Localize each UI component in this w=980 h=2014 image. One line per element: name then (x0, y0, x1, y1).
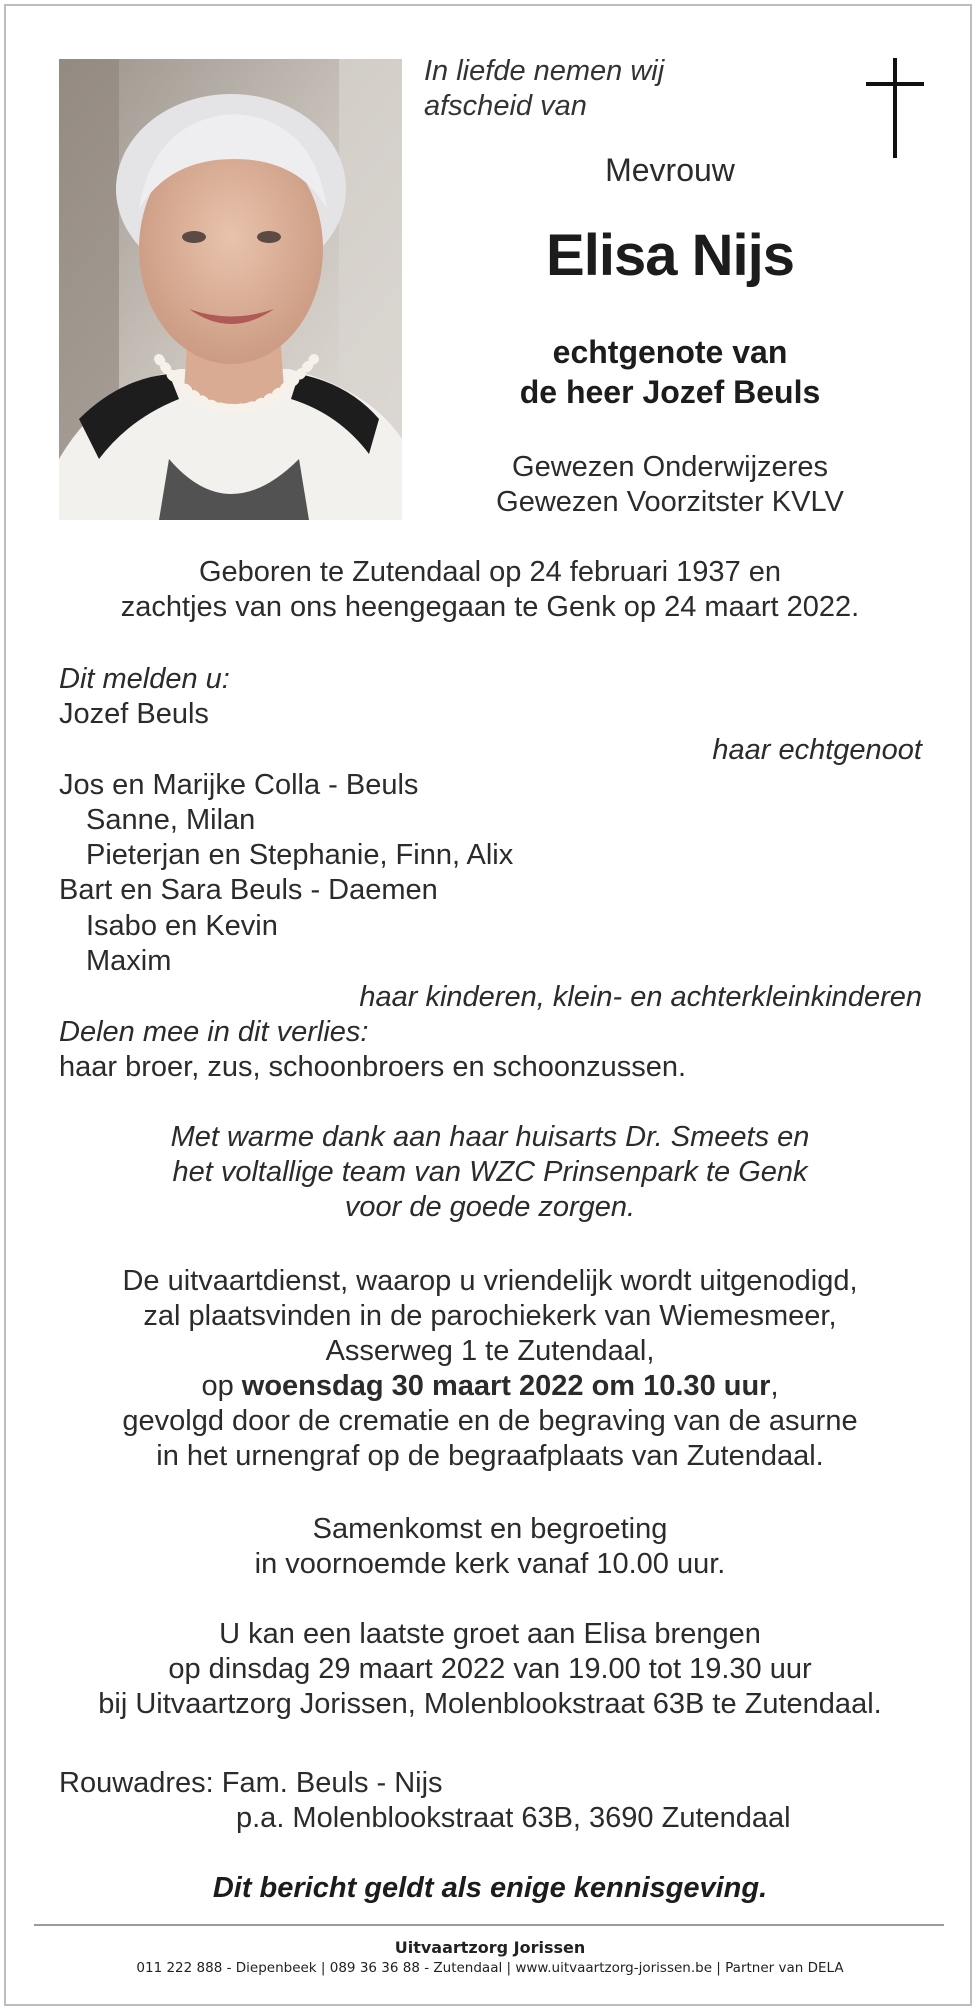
thanks-line: voor de goede zorgen. (344, 1191, 636, 1223)
gathering-line: in voornoemde kerk vanaf 10.00 uur. (254, 1548, 726, 1580)
share-heading: Delen mee in dit verlies: (59, 1016, 369, 1048)
intro-line: afscheid van (424, 90, 587, 122)
family-spouse: Jozef Beuls (59, 698, 209, 730)
intro-line: In liefde nemen wij (424, 55, 665, 87)
ceremony-date-prefix: op (201, 1370, 242, 1402)
spouse-info (420, 332, 920, 412)
farewell-section (0, 1617, 980, 1722)
farewell-line: U kan een laatste groet aan Elisa brengen (219, 1618, 761, 1650)
mourning-address-label: Rouwadres: Fam. Beuls - Nijs (59, 1767, 443, 1799)
closing-statement: Dit bericht geldt als enige kennisgeving. (212, 1872, 768, 1904)
family-heading: Dit melden u: (59, 663, 230, 695)
family-member: Sanne, Milan (86, 804, 256, 836)
funeral-home-name: Uitvaartzorg Jorissen (394, 1938, 586, 1957)
former-titles (420, 450, 920, 520)
family-member: Jos en Marijke Colla - Beuls (59, 769, 419, 801)
thanks-line: Met warme dank aan haar huisarts Dr. Smeets en (170, 1121, 810, 1153)
farewell-line: op dinsdag 29 maart 2022 van 19.00 tot 19.30 uur (168, 1653, 812, 1685)
ceremony-line: Asserweg 1 te Zutendaal, (325, 1335, 655, 1367)
birth-death-info (0, 555, 980, 625)
title-line: Gewezen Voorzitster KVLV (496, 486, 844, 518)
gathering-line: Samenkomst en begroeting (312, 1513, 668, 1545)
ceremony-date-line (0, 1369, 980, 1404)
deceased-name: Elisa Nijs (546, 223, 794, 288)
portrait-photo (59, 59, 402, 520)
ceremony-line: in het urnengraf op de begraafplaats van Zutendaal. (156, 1440, 824, 1472)
ceremony-section (0, 1264, 980, 1474)
family-member: Bart en Sara Beuls - Daemen (59, 874, 438, 906)
ceremony-line: zal plaatsvinden in de parochiekerk van Wiemesmeer, (143, 1300, 837, 1332)
thanks-line: het voltallige team van WZC Prinsenpark te Genk (172, 1156, 808, 1188)
ceremony-date: woensdag 30 maart 2022 om 10.30 uur (241, 1370, 771, 1402)
intro-text (424, 54, 664, 124)
cross-icon (866, 58, 924, 158)
family-member: Pieterjan en Stephanie, Finn, Alix (86, 839, 514, 871)
family-spouse-role: haar echtgenoot (712, 734, 922, 766)
mourning-address-street: p.a. Molenblookstraat 63B, 3690 Zutendaal (236, 1802, 791, 1834)
gathering-section (0, 1512, 980, 1582)
salutation: Mevrouw (605, 152, 735, 188)
thanks-section (0, 1120, 980, 1225)
ceremony-line: gevolgd door de crematie en de begraving van de asurne (122, 1405, 858, 1437)
family-members-role: haar kinderen, klein- en achterkleinkinderen (359, 981, 922, 1013)
spouse-line: echtgenote van (552, 334, 788, 370)
footer-divider (34, 1924, 944, 1926)
family-member: Isabo en Kevin (86, 910, 278, 942)
ceremony-line: De uitvaartdienst, waarop u vriendelijk wordt uitgenodigd, (122, 1265, 858, 1297)
family-member: Maxim (86, 945, 172, 977)
spouse-line: de heer Jozef Beuls (519, 374, 821, 410)
farewell-line: bij Uitvaartzorg Jorissen, Molenblookstraat 63B te Zutendaal. (98, 1688, 882, 1720)
birth-death-line: Geboren te Zutendaal op 24 februari 1937 en (198, 556, 782, 588)
funeral-home-contact: 011 222 888 - Diepenbeek | 089 36 36 88 - Zutendaal | www.uitvaartzorg-jorissen.be | Partner van DELA (136, 1960, 844, 1976)
birth-death-line: zachtjes van ons heengegaan te Genk op 24 maart 2022. (120, 591, 860, 623)
title-line: Gewezen Onderwijzeres (512, 451, 828, 483)
share-text: haar broer, zus, schoonbroers en schoonzussen. (59, 1051, 687, 1083)
ceremony-date-suffix: , (770, 1370, 779, 1402)
